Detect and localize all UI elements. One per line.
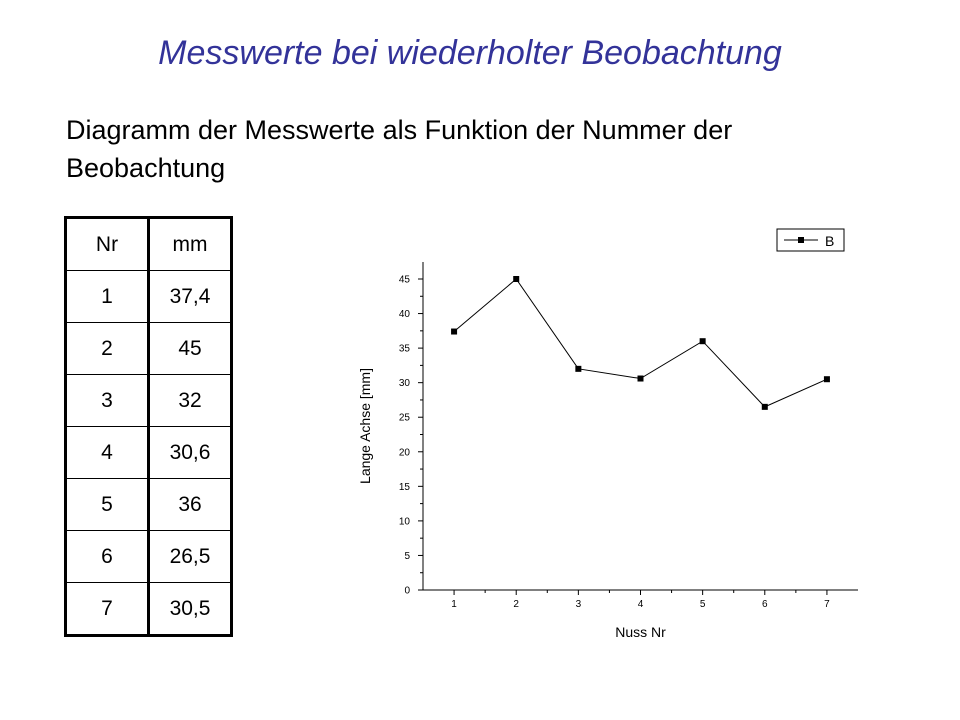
- legend-label: B: [825, 233, 835, 249]
- cell-nr: 5: [66, 479, 149, 531]
- data-point: [575, 366, 581, 372]
- cell-nr: 2: [66, 323, 149, 375]
- y-tick-label: 45: [398, 274, 410, 286]
- data-point: [762, 404, 768, 410]
- cell-mm: 30,6: [149, 427, 232, 479]
- data-point: [513, 276, 519, 282]
- x-tick-label: 5: [699, 599, 706, 610]
- cell-mm: 32: [149, 375, 232, 427]
- data-point: [700, 338, 706, 344]
- column-header-nr: Nr: [66, 218, 149, 271]
- y-tick-label: 35: [398, 343, 410, 355]
- cell-nr: 1: [66, 271, 149, 323]
- page-subtitle: Diagramm der Messwerte als Funktion der Nummer der Beobachtung: [66, 115, 733, 183]
- data-point: [451, 329, 457, 335]
- y-tick-label: 25: [398, 412, 410, 424]
- data-point: [824, 376, 830, 382]
- y-tick-label: 30: [398, 378, 410, 390]
- y-tick-label: 40: [398, 309, 410, 321]
- cell-mm: 26,5: [149, 531, 232, 583]
- cell-mm: 45: [149, 323, 232, 375]
- cell-mm: 36: [149, 479, 232, 531]
- y-tick-label: 5: [404, 550, 410, 562]
- y-tick-label: 10: [398, 516, 410, 528]
- x-tick-label: 7: [824, 599, 830, 610]
- cell-nr: 3: [66, 375, 149, 427]
- cell-nr: 7: [66, 583, 149, 636]
- cell-nr: 4: [66, 427, 149, 479]
- x-tick-label: 3: [575, 599, 582, 610]
- page-title: Messwerte bei wiederholter Beobachtung: [158, 34, 782, 72]
- y-tick-label: 20: [398, 447, 410, 459]
- y-tick-label: 0: [404, 585, 410, 597]
- data-point: [638, 376, 644, 382]
- cell-mm: 37,4: [149, 271, 232, 323]
- legend-marker: [798, 237, 804, 243]
- x-tick-label: 4: [637, 599, 644, 610]
- x-axis-label: Nuss Nr: [615, 624, 666, 640]
- y-axis-label: Lange Achse [mm]: [357, 368, 373, 484]
- series-line: [454, 279, 827, 407]
- x-tick-label: 6: [762, 599, 768, 610]
- x-tick-label: 1: [451, 599, 457, 610]
- cell-nr: 6: [66, 531, 149, 583]
- cell-mm: 30,5: [149, 583, 232, 636]
- x-tick-label: 2: [513, 599, 519, 610]
- column-header-mm: mm: [149, 218, 232, 271]
- y-tick-label: 15: [398, 481, 410, 493]
